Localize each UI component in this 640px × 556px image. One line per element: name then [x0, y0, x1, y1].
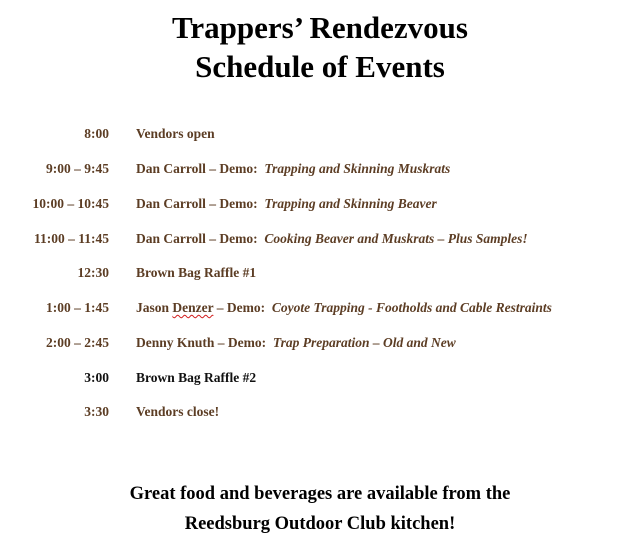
event-time: 12:30	[77, 265, 109, 280]
event-separator: – Demo:	[214, 335, 273, 350]
event-description	[136, 229, 528, 249]
footer-line-1: Great food and beverages are available from the	[129, 484, 511, 504]
event-time: 1:00 – 1:45	[46, 300, 109, 315]
schedule-row	[0, 402, 640, 422]
event-time: 3:30	[84, 404, 109, 419]
event-presenter: Dan Carroll	[136, 231, 206, 246]
schedule-row	[0, 263, 640, 283]
schedule-row	[0, 124, 640, 144]
event-time: 9:00 – 9:45	[46, 161, 109, 176]
event-description	[136, 333, 456, 353]
event-description	[136, 298, 552, 318]
event-topic: Trapping and Skinning Beaver	[264, 196, 437, 211]
title-line-1: Trappers’ Rendezvous	[172, 10, 468, 45]
event-time: 11:00 – 11:45	[33, 231, 109, 246]
schedule-row	[0, 229, 640, 249]
title-line-2: Schedule of Events	[195, 49, 445, 84]
event-title: Vendors close!	[136, 404, 220, 419]
event-time: 3:00	[84, 370, 109, 385]
event-presenter: Dan Carroll	[136, 161, 206, 176]
schedule-row	[0, 298, 640, 318]
event-separator: – Demo:	[205, 231, 265, 246]
event-description	[136, 159, 450, 179]
event-separator: – Demo:	[205, 161, 265, 176]
schedule-row	[0, 194, 640, 214]
event-description	[136, 263, 256, 283]
event-separator: – Demo:	[213, 300, 272, 315]
event-description	[136, 194, 437, 214]
event-presenter: Denny Knuth	[136, 335, 215, 350]
event-presenter-first: Jason	[136, 300, 173, 315]
event-title: Brown Bag Raffle #1	[136, 265, 257, 280]
event-time: 2:00 – 2:45	[46, 335, 109, 350]
event-description	[136, 124, 215, 144]
schedule-row	[0, 159, 640, 179]
event-description	[136, 402, 219, 422]
spellcheck-flagged-word: Denzer	[172, 300, 214, 315]
footer-line-2: Reedsburg Outdoor Club kitchen!	[184, 514, 456, 534]
event-presenter: Dan Carroll	[136, 196, 206, 211]
event-description	[136, 368, 256, 388]
event-topic: Cooking Beaver and Muskrats – Plus Samples!	[264, 231, 528, 246]
event-time: 10:00 – 10:45	[32, 196, 109, 211]
event-topic: Trap Preparation – Old and New	[272, 335, 456, 350]
event-topic: Coyote Trapping - Footholds and Cable Restraints	[271, 300, 552, 315]
event-separator: – Demo:	[205, 196, 265, 211]
schedule-row	[0, 368, 640, 388]
event-title: Brown Bag Raffle #2	[136, 370, 257, 385]
event-time: 8:00	[84, 126, 109, 141]
schedule-row	[0, 333, 640, 353]
event-title: Vendors open	[136, 126, 215, 141]
event-topic: Trapping and Skinning Muskrats	[264, 161, 451, 176]
